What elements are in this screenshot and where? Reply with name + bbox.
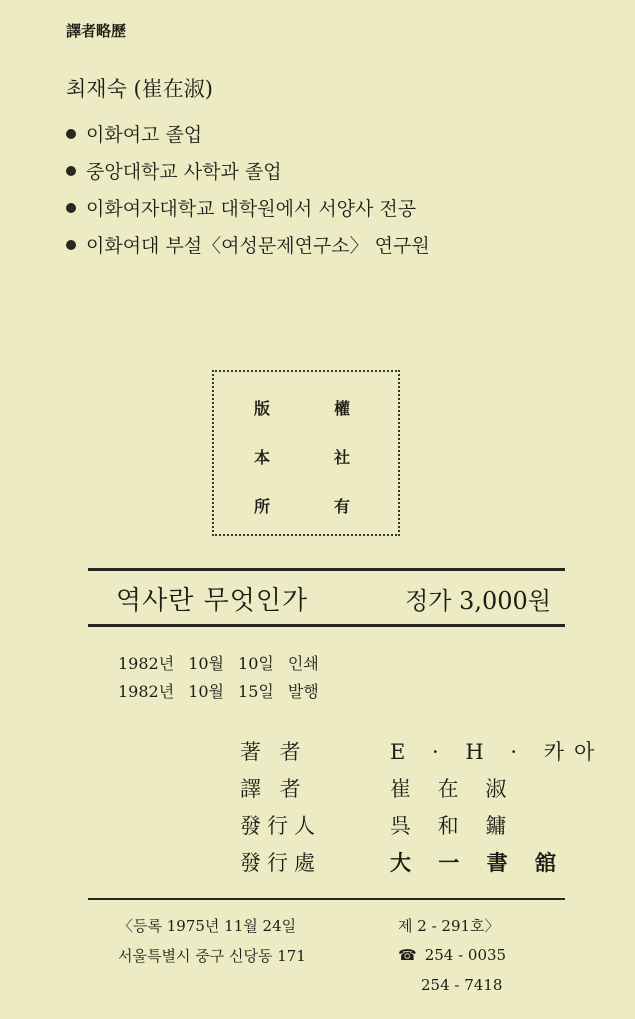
bio-item xyxy=(66,226,430,263)
seal-char: 版 xyxy=(254,399,271,418)
credit-value: 大 一 書 舘 xyxy=(390,849,566,875)
copyright-seal xyxy=(212,370,400,536)
date-day: 15일 xyxy=(238,681,274,701)
bullet-icon xyxy=(66,129,76,139)
credit-label: 發行處 xyxy=(240,850,321,875)
translator-name: 최재숙 (崔在淑) xyxy=(66,77,213,101)
credit-label: 發行人 xyxy=(240,813,321,838)
date-event: 발행 xyxy=(287,681,319,701)
translator-row xyxy=(240,769,604,806)
credit-label: 譯 者 xyxy=(240,776,307,801)
publishing-house-row xyxy=(240,843,604,880)
bio-item xyxy=(66,189,430,226)
seal-char: 所 xyxy=(254,497,271,516)
seal-left-column xyxy=(254,396,270,517)
title-row xyxy=(88,575,565,621)
telephone-icon: ☎ xyxy=(398,946,417,964)
date-year: 1982년 xyxy=(118,681,175,701)
author-row xyxy=(240,732,604,769)
bullet-icon xyxy=(66,166,76,176)
address-row xyxy=(118,940,506,970)
phone-number: 254 - 0035 xyxy=(424,946,507,964)
seal-right-column xyxy=(334,396,350,517)
print-date-row xyxy=(118,648,319,676)
title-top-rule xyxy=(88,568,565,571)
bullet-icon xyxy=(66,203,76,213)
bio-text: 이화여고 졸업 xyxy=(86,124,203,146)
address: 서울특별시 중구 신당동 171 xyxy=(118,946,306,965)
bio-item xyxy=(66,152,430,189)
translator-bio-list xyxy=(66,115,430,263)
seal-char: 權 xyxy=(334,399,351,418)
credit-value: E · H · 카아 xyxy=(390,739,605,764)
date-event: 인쇄 xyxy=(287,653,319,673)
seal-char: 社 xyxy=(334,448,351,467)
publisher-row xyxy=(240,806,604,843)
credits-table xyxy=(240,732,604,880)
bio-item xyxy=(66,115,430,152)
book-title: 역사란 무엇인가 xyxy=(116,585,309,616)
phone-number: 254 - 7418 xyxy=(421,976,503,994)
bio-text: 이화여대 부설〈여성문제연구소〉 연구원 xyxy=(86,235,430,257)
date-month: 10월 xyxy=(188,653,225,673)
title-bottom-rule xyxy=(88,624,565,627)
bio-text: 중앙대학교 사학과 졸업 xyxy=(86,161,282,183)
bio-text: 이화여자대학교 대학원에서 서양사 전공 xyxy=(86,198,417,220)
credit-value: 呉 和 鏞 xyxy=(390,813,517,838)
credit-label: 著 者 xyxy=(240,739,307,764)
footer-rule xyxy=(88,898,565,900)
translator-bio-heading: 譯者略歷 xyxy=(66,22,127,40)
seal-char: 有 xyxy=(334,497,351,516)
bullet-icon xyxy=(66,240,76,250)
date-month: 10월 xyxy=(188,681,225,701)
phone-row xyxy=(118,970,506,1000)
seal-char: 本 xyxy=(254,448,271,467)
date-year: 1982년 xyxy=(118,653,175,673)
publisher-info xyxy=(118,910,506,1000)
registration-date: 〈등록 1975년 11월 24일 xyxy=(118,916,297,935)
book-price: 정가 3,000원 xyxy=(405,586,551,615)
credit-value: 崔 在 淑 xyxy=(390,776,517,801)
publish-date-row xyxy=(118,676,319,704)
publication-dates xyxy=(118,648,319,704)
registration-row xyxy=(118,910,506,940)
registration-number: 제 2 - 291호〉 xyxy=(398,916,500,935)
date-day: 10일 xyxy=(238,653,274,673)
